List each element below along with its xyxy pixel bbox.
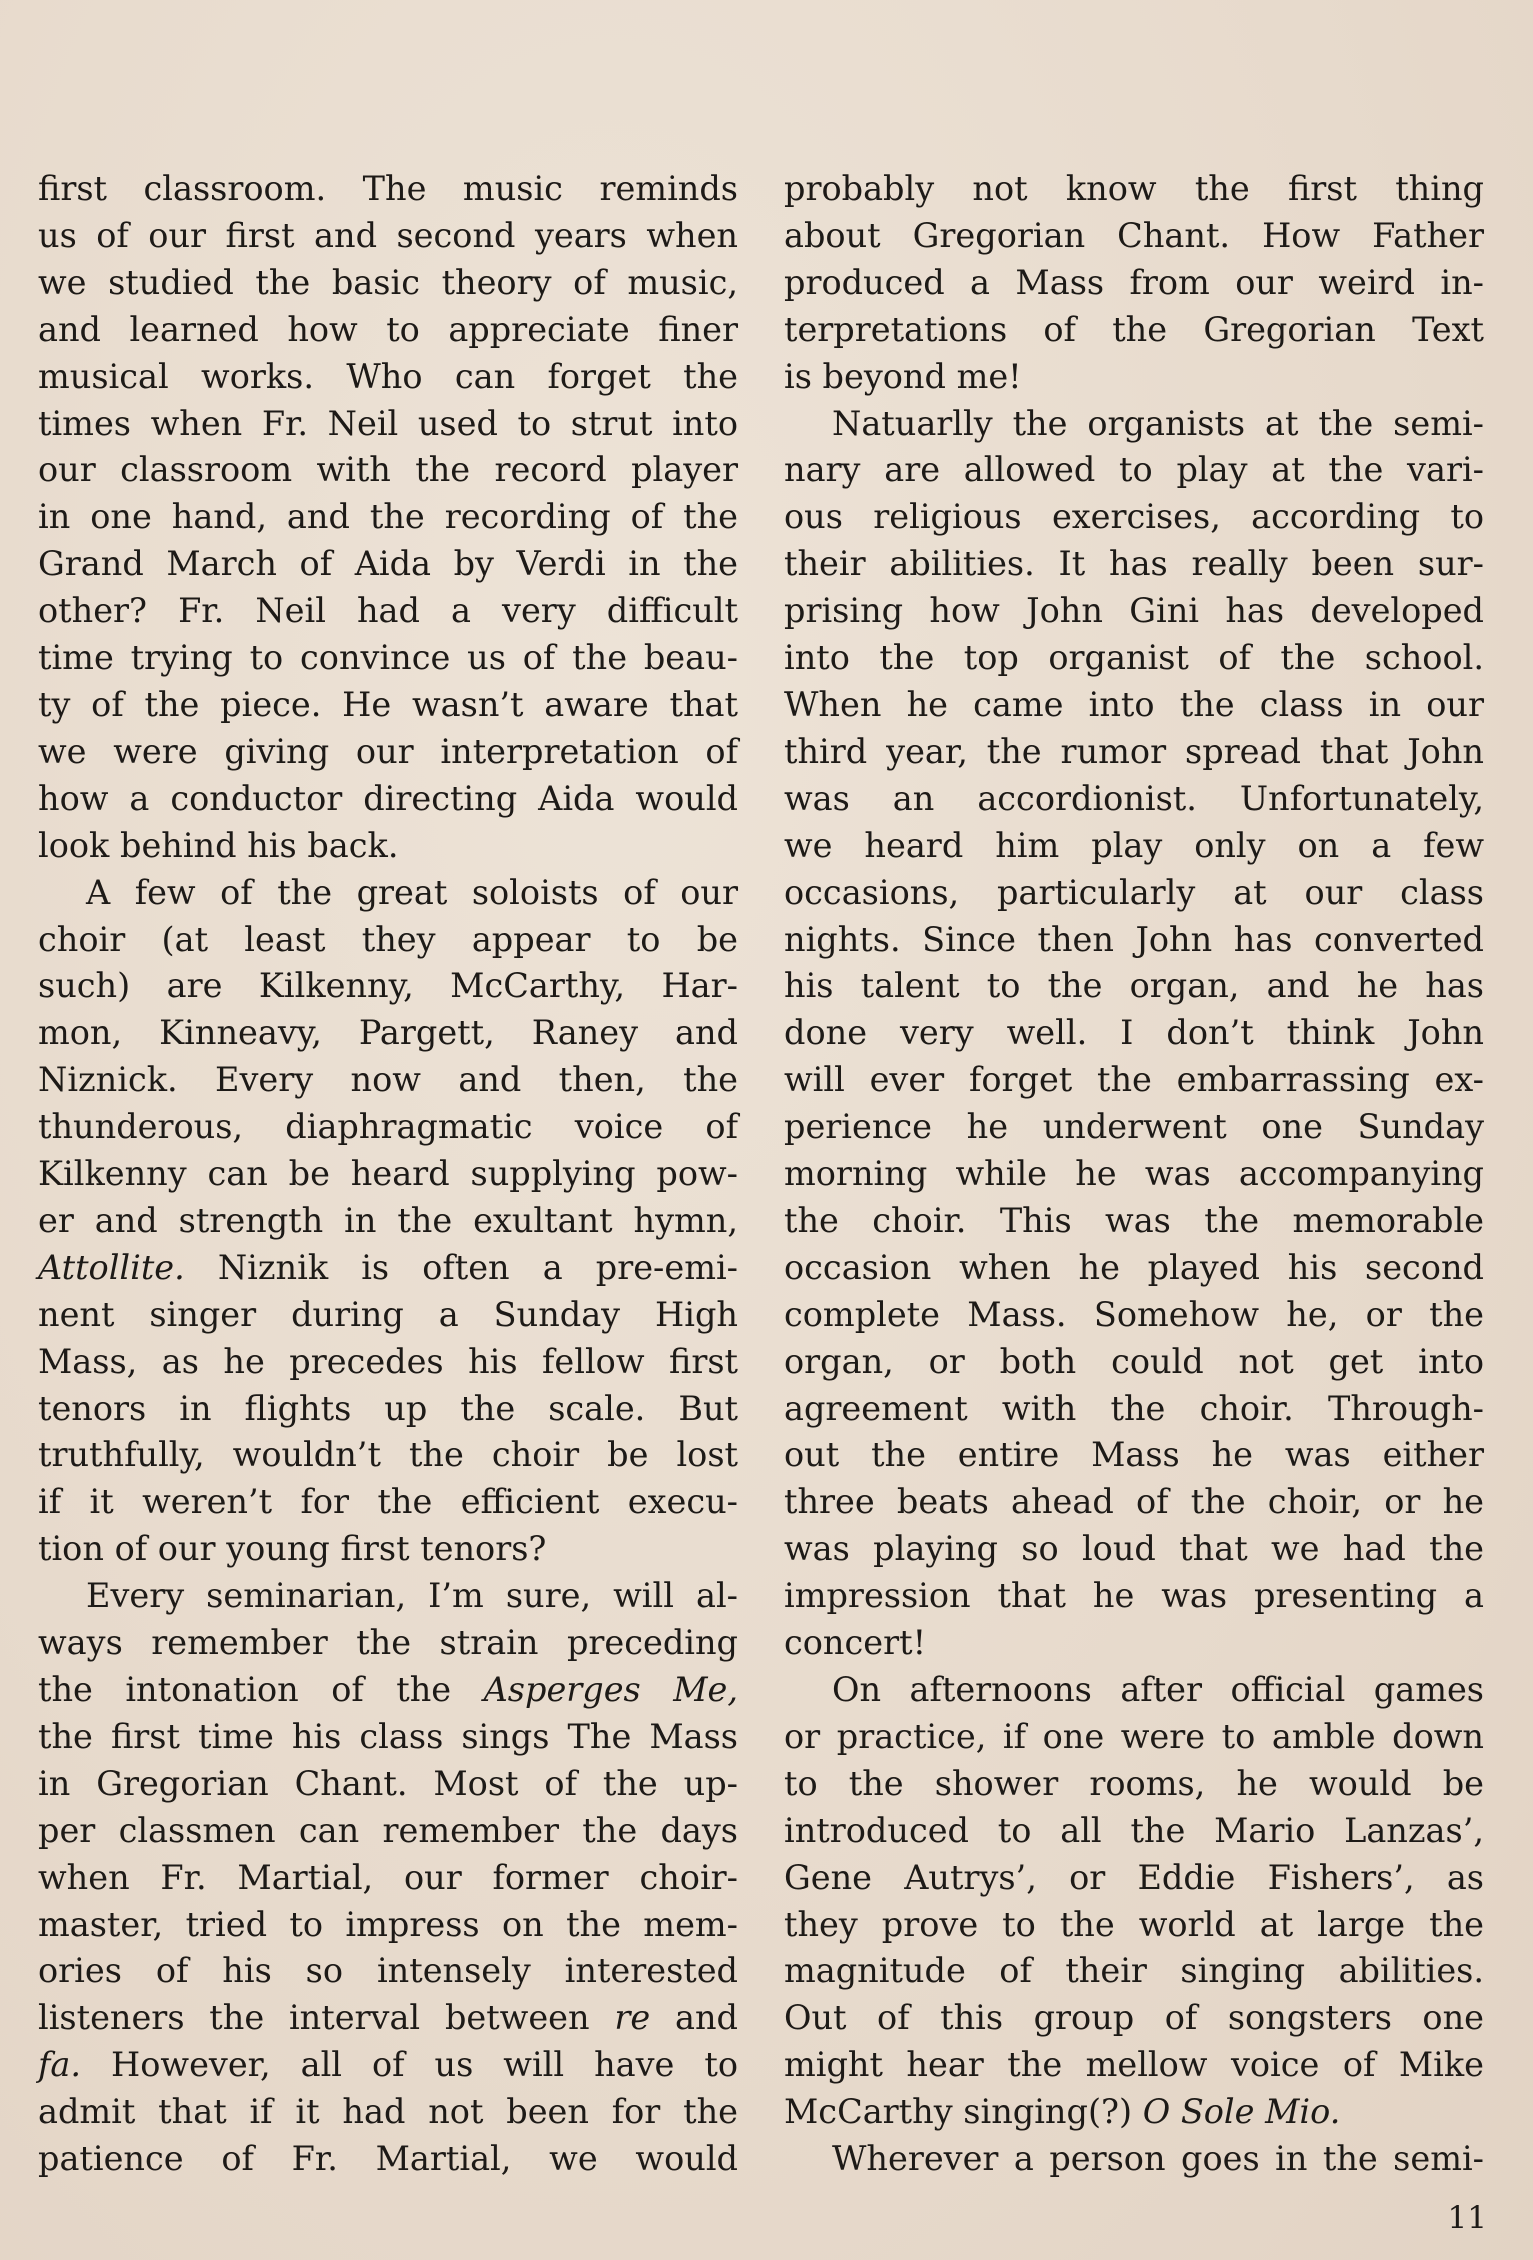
text-line: master, tried to impress on the mem-	[38, 1904, 738, 1944]
text-line: might hear the mellow voice of Mike	[784, 2045, 1484, 2085]
text-line: musical works. Who can forget the	[38, 356, 738, 396]
left-paragraph-3	[38, 1573, 738, 2183]
text-line: Wherever a person goes in the semi-	[832, 2139, 1484, 2179]
text-line: Kilkenny can be heard supplying pow-	[38, 1154, 738, 1194]
text-line: mon, Kinneavy, Pargett, Raney and	[38, 1013, 738, 1053]
text-line: was an accordionist. Unfortunately,	[784, 778, 1484, 818]
text-line	[38, 1245, 738, 1292]
text-span: McCarthy singing(?)	[784, 2092, 1143, 2132]
text-line	[38, 1667, 738, 1714]
text-line: magnitude of their singing abilities.	[784, 1951, 1484, 1991]
text-span: Niznik is often a pre-emi-	[184, 1247, 738, 1287]
text-line: third year, the rumor spread that John	[784, 731, 1484, 771]
text-line: the first time his class sings The Mass	[38, 1716, 738, 1756]
right-paragraph-3	[784, 1667, 1484, 2136]
text-line: and learned how to appreciate finer	[38, 309, 738, 349]
text-line: organ, or both could not get into	[784, 1341, 1484, 1381]
text-line: When he came into the class in our	[784, 684, 1484, 724]
text-line: time trying to convince us of the beau-	[38, 638, 738, 678]
text-line: in Gregorian Chant. Most of the up-	[38, 1763, 738, 1803]
left-paragraph-2	[38, 870, 738, 1574]
text-line: times when Fr. Neil used to strut into	[38, 403, 738, 443]
text-line: ways remember the strain preceding	[38, 1623, 738, 1663]
text-line	[784, 2089, 1484, 2136]
text-line: in one hand, and the recording of the	[38, 497, 738, 537]
text-line: prising how John Gini has developed	[784, 591, 1484, 631]
text-line: complete Mass. Somehow he, or the	[784, 1294, 1484, 1334]
text-line: introduced to all the Mario Lanzas’,	[784, 1810, 1484, 1850]
text-line: how a conductor directing Aida would	[38, 778, 738, 818]
text-line: impression that he was presenting a	[784, 1576, 1484, 1616]
text-line: nary are allowed to play at the vari-	[784, 450, 1484, 490]
text-line: Out of this group of songsters one	[784, 1998, 1484, 2038]
right-column	[784, 166, 1484, 2183]
text-line: terpretations of the Gregorian Text	[784, 309, 1484, 349]
text-line: done very well. I don’t think John	[784, 1013, 1484, 1053]
text-line: morning while he was accompanying	[784, 1154, 1484, 1194]
right-paragraph-2	[784, 401, 1484, 1667]
text-line: concert!	[784, 1623, 927, 1663]
text-line: into the top organist of the school.	[784, 638, 1484, 678]
italic-phrase: Asperges Me,	[483, 1670, 738, 1709]
text-span: and	[650, 1998, 738, 2038]
text-line: the choir. This was the memorable	[784, 1200, 1484, 1240]
text-line: nights. Since then John has converted	[784, 919, 1484, 959]
text-line: nent singer during a Sunday High	[38, 1294, 738, 1334]
left-paragraph-1	[38, 166, 738, 870]
text-line: probably not know the first thing	[784, 169, 1484, 208]
text-line: Gene Autrys’, or Eddie Fishers’, as	[784, 1857, 1484, 1897]
italic-word: Attollite.	[38, 1247, 185, 1287]
text-line: such) are Kilkenny, McCarthy, Har-	[38, 966, 738, 1006]
text-line: er and strength in the exultant hymn,	[38, 1200, 738, 1240]
italic-phrase: O Sole Mio.	[1142, 2092, 1341, 2132]
text-line: his talent to the organ, and he has	[784, 966, 1484, 1006]
text-line: or practice, if one were to amble down	[784, 1716, 1484, 1756]
text-line: occasions, particularly at our class	[784, 872, 1484, 912]
text-line: their abilities. It has really been sur-	[784, 544, 1484, 584]
text-line: they prove to the world at large the	[784, 1904, 1484, 1944]
text-line: Every seminarian, I’m sure, will al-	[86, 1576, 738, 1616]
text-line: A few of the great soloists of our	[86, 872, 738, 912]
text-line: tion of our young first tenors?	[38, 1529, 547, 1569]
text-line: our classroom with the record player	[38, 450, 738, 490]
text-line: about Gregorian Chant. How Father	[784, 215, 1484, 255]
italic-word: fa.	[38, 2045, 82, 2085]
right-paragraph-4	[784, 2136, 1484, 2183]
text-line: we were giving our interpretation of	[38, 731, 738, 771]
text-line: out the entire Mass he was either	[784, 1435, 1484, 1475]
text-span: the intonation of the	[38, 1670, 484, 1709]
text-line: if it weren’t for the efficient execu-	[38, 1482, 738, 1522]
text-line: patience of Fr. Martial, we would	[38, 2139, 738, 2179]
text-line: to the shower rooms, he would be	[784, 1763, 1484, 1803]
text-line: thunderous, diaphragmatic voice of	[38, 1107, 738, 1147]
page-number: 11	[1447, 2200, 1487, 2236]
text-line: Mass, as he precedes his fellow first	[38, 1341, 738, 1381]
text-line: we studied the basic theory of music,	[38, 262, 738, 302]
text-line	[38, 2042, 738, 2089]
text-line: we heard him play only on a few	[784, 825, 1484, 865]
text-line: look behind his back.	[38, 825, 399, 865]
text-line: us of our first and second years when	[38, 215, 738, 255]
text-line: will ever forget the embarrassing ex-	[784, 1060, 1484, 1100]
text-line: produced a Mass from our weird in-	[784, 262, 1484, 302]
text-line: Grand March of Aida by Verdi in the	[38, 544, 738, 584]
left-column	[38, 166, 738, 2183]
text-line: first classroom. The music reminds	[38, 169, 738, 208]
text-line: choir (at least they appear to be	[38, 919, 738, 959]
text-line: was playing so loud that we had the	[784, 1529, 1484, 1569]
text-line: ous religious exercises, according to	[784, 497, 1484, 537]
text-line: occasion when he played his second	[784, 1247, 1484, 1287]
text-line: admit that if it had not been for the	[38, 2092, 738, 2132]
text-line: ories of his so intensely interested	[38, 1951, 738, 1991]
text-line: agreement with the choir. Through-	[784, 1388, 1484, 1428]
text-line	[38, 1995, 738, 2042]
text-span: However, all of us will have to	[81, 2045, 738, 2085]
italic-word: re	[614, 1998, 651, 2038]
text-line: perience he underwent one Sunday	[784, 1107, 1484, 1147]
text-line: Natuarlly the organists at the semi-	[832, 403, 1484, 443]
text-line: three beats ahead of the choir, or he	[784, 1482, 1484, 1522]
text-line: is beyond me!	[784, 356, 1022, 396]
right-paragraph-1	[784, 166, 1484, 401]
text-line: other? Fr. Neil had a very difficult	[38, 591, 738, 631]
text-line: ty of the piece. He wasn’t aware that	[38, 684, 738, 724]
text-line: when Fr. Martial, our former choir-	[38, 1857, 738, 1897]
text-line: Niznick. Every now and then, the	[38, 1060, 738, 1100]
text-span: listeners the interval between	[38, 1998, 615, 2038]
text-line: per classmen can remember the days	[38, 1810, 738, 1850]
text-line: tenors in flights up the scale. But	[38, 1388, 738, 1428]
text-line: On afternoons after official games	[832, 1670, 1484, 1709]
text-line: truthfully, wouldn’t the choir be lost	[38, 1435, 738, 1475]
